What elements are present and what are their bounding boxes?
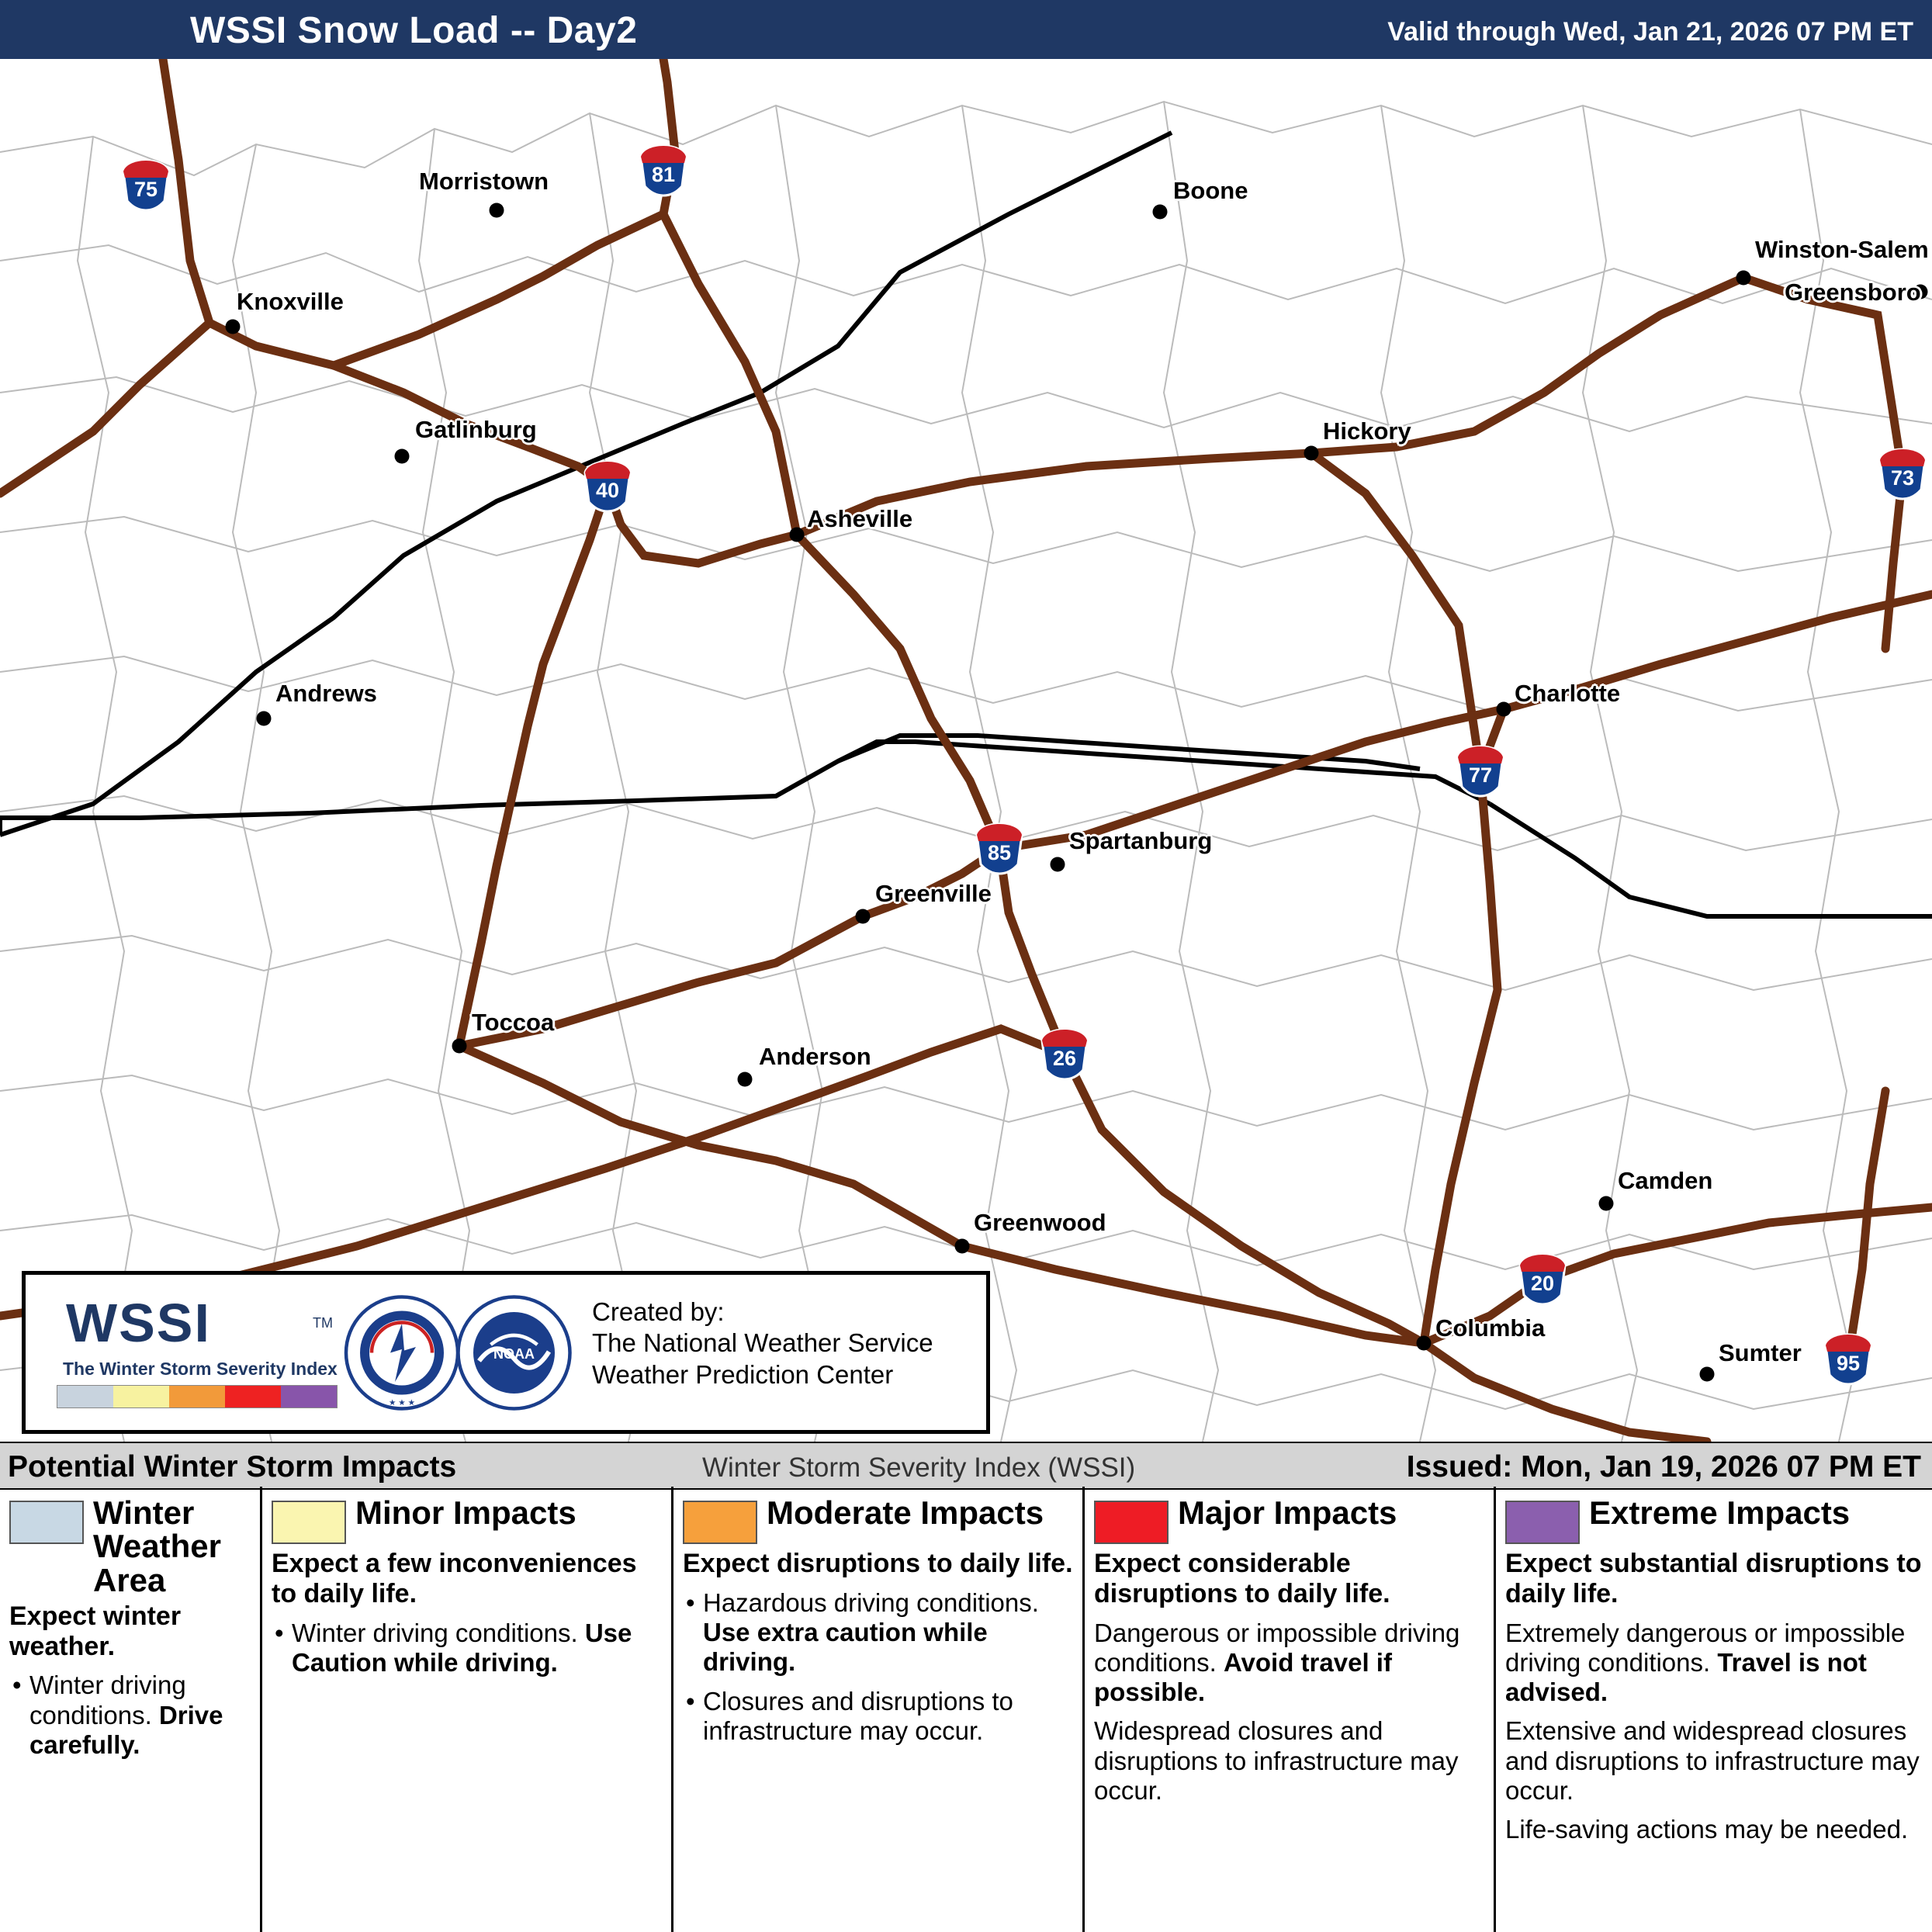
legend-item: • Hazardous driving conditions. Use extra caution while driving. [683,1588,1073,1678]
legend-title: Moderate Impacts [767,1494,1044,1531]
legend-column [262,1487,673,1932]
legend [0,1487,1932,1932]
wssi-color-bar [57,1385,338,1408]
interstate-shield-icon: 81 [639,144,687,197]
city-dot [1700,1367,1715,1382]
legend-item: • Winter driving conditions. Use Caution while driving. [272,1619,662,1678]
legend-column [1085,1487,1496,1932]
interstate-shield-icon: 73 [1878,448,1927,500]
city-label: Greenville [875,880,992,907]
city-label: Camden [1618,1167,1713,1194]
city-dot [1736,271,1751,286]
created-by-line3: Weather Prediction Center [592,1359,894,1389]
map-canvas[interactable] [0,59,1932,1442]
city-label: Boone [1173,177,1248,204]
svg-text:★ ★ ★: ★ ★ ★ [388,1398,416,1407]
created-by-block [592,1297,933,1390]
city-dot [1304,446,1319,461]
city-label: Charlotte [1515,680,1621,707]
legend-subtitle: Expect a few inconveniences to daily life. [272,1549,637,1608]
svg-text:NOAA: NOAA [493,1346,535,1362]
city-dot [1417,1336,1432,1351]
city-dot [1153,205,1168,220]
city-label: Sumter [1719,1339,1802,1366]
interstate-shield-icon: 77 [1456,745,1504,798]
legend-title: Major Impacts [1178,1494,1397,1531]
city-label: Anderson [759,1043,871,1070]
city-label: Morristown [419,168,549,195]
ribbon-issued-label: Issued: Mon, Jan 19, 2026 07 PM ET [1406,1450,1921,1484]
nws-seal-icon [344,1289,460,1417]
interstate-shield-icon: 95 [1824,1333,1872,1386]
wssi-subtitle: The Winter Storm Severity Index [63,1359,338,1379]
city-dot [490,203,504,218]
city-dot [226,320,241,334]
city-label: Hickory [1323,417,1411,445]
wssi-logo-box [22,1271,990,1434]
city-label: Andrews [275,680,377,707]
city-label: Spartanburg [1069,827,1213,854]
interstate-shield-icon: 85 [975,822,1023,875]
page-header [0,0,1932,59]
interstate-shield-icon: 26 [1040,1028,1089,1081]
legend-color-swatch [1094,1501,1169,1544]
legend-color-swatch [683,1501,757,1544]
legend-item: Widespread closures and disruptions to infrastructure may occur. [1094,1716,1459,1805]
city-dot [452,1039,467,1054]
legend-subtitle: Expect disruptions to daily life. [683,1549,1073,1578]
legend-item: • Winter driving conditions. Drive carefully. [9,1671,251,1760]
city-dot [1051,857,1065,872]
city-dot [790,528,805,542]
city-dot [1599,1196,1614,1211]
legend-column [0,1487,262,1932]
noaa-seal-icon [454,1289,574,1417]
legend-item: Extremely dangerous or impossible driving conditions. Travel is not advised. [1505,1618,1906,1707]
interstate-shield-icon: 20 [1518,1253,1567,1306]
ribbon-left-label: Potential Winter Storm Impacts [8,1450,457,1484]
wssi-trademark: TM [313,1315,333,1331]
legend-color-swatch [9,1501,84,1544]
legend-column [1496,1487,1932,1932]
city-dot [738,1072,753,1087]
page-title: WSSI Snow Load -- Day2 [190,10,638,51]
city-label: Greensboro [1785,279,1921,306]
map-vector-layer [0,59,1932,1442]
city-dot [856,909,871,924]
city-label: Toccoa [472,1009,555,1036]
city-dot [395,449,410,464]
legend-subtitle: Expect considerable disruptions to daily life. [1094,1549,1390,1608]
city-dot [257,712,272,726]
city-dot [955,1239,970,1254]
legend-subtitle: Expect winter weather. [9,1601,182,1661]
ribbon-middle-label: Winter Storm Severity Index (WSSI) [702,1452,1136,1483]
city-label: Knoxville [237,288,344,315]
legend-subtitle: Expect substantial disruptions to daily life. [1505,1549,1922,1608]
city-label: Winston-Salem [1755,236,1929,263]
legend-title: Minor Impacts [355,1494,576,1531]
legend-item: • Closures and disruptions to infrastructure may occur. [683,1687,1073,1747]
wssi-wordmark: WSSI [66,1293,211,1353]
city-label: Gatlinburg [415,416,537,443]
city-label: Columbia [1435,1314,1546,1342]
legend-title: Winter Weather Area [93,1494,221,1598]
interstate-shield-icon: 40 [583,460,632,513]
created-by-line1: Created by: [592,1297,725,1326]
city-dot [1497,702,1511,717]
interstate-shield-icon: 75 [122,159,170,212]
impacts-ribbon [0,1442,1932,1490]
state-boundaries [0,133,1932,916]
city-label: Asheville [807,505,913,532]
legend-item: Extensive and widespread closures and disruptions to infrastructure may occur. [1505,1716,1920,1805]
legend-column [673,1487,1085,1932]
legend-color-swatch [1505,1501,1580,1544]
legend-color-swatch [272,1501,346,1544]
legend-title: Extreme Impacts [1589,1494,1851,1531]
legend-item: Life-saving actions may be needed. [1505,1815,1909,1844]
legend-item: Dangerous or impossible driving conditions. Avoid travel if possible. [1094,1618,1460,1707]
city-label: Greenwood [974,1209,1106,1236]
valid-through-text: Valid through Wed, Jan 21, 2026 07 PM ET [1387,17,1913,47]
created-by-line2: The National Weather Service [592,1328,933,1358]
